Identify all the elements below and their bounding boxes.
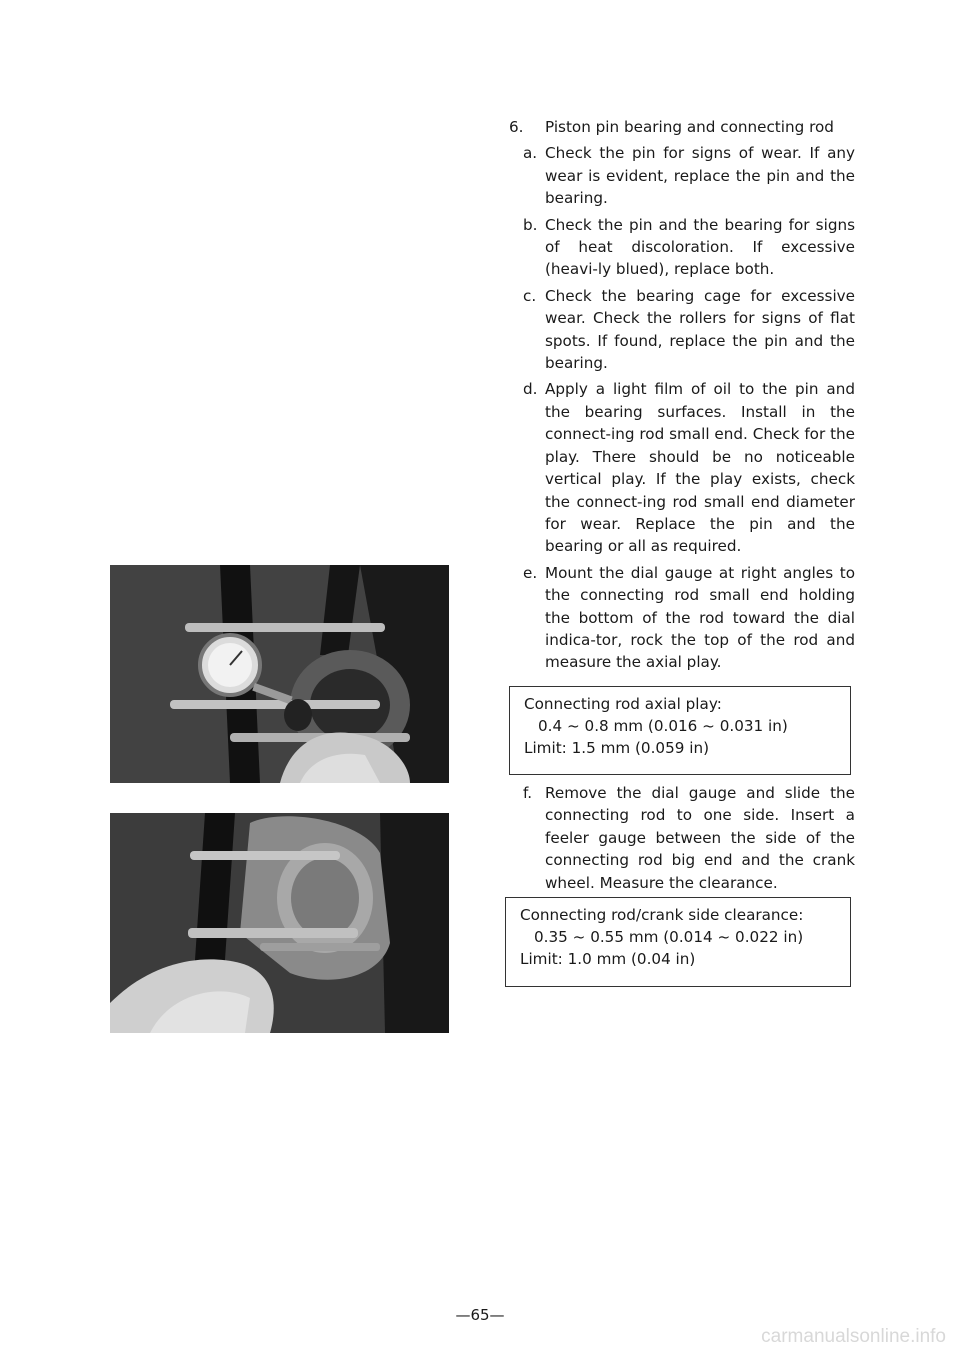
- item-text: Check the pin and the bearing for signs of heat discoloration. If excessive (heavi-ly blued), replace both.: [545, 215, 855, 279]
- list-item: [509, 562, 855, 674]
- list-item: [509, 782, 855, 894]
- watermark: carmanualsonline.info: [761, 1326, 946, 1347]
- item-label: f.: [523, 784, 533, 802]
- spec-box-axial-play: [509, 686, 851, 775]
- item-label: c.: [523, 286, 537, 305]
- spec-title: Connecting rod/crank side clearance:: [520, 906, 804, 924]
- item-text: Check the pin for signs of wear. If any wear is evident, replace the pin and the bearing.: [545, 144, 855, 208]
- spec-title: Connecting rod axial play:: [524, 695, 722, 713]
- section-number: 6.: [509, 118, 524, 136]
- section-title: Piston pin bearing and connecting rod: [545, 118, 834, 136]
- photo-dial-gauge: [110, 565, 449, 783]
- instruction-text-f: [509, 782, 855, 898]
- item-text: Mount the dial gauge at right angles to the connecting rod small end holding the bottom of the rod toward the dial indica-tor, rock the top of the rod and measure the axial play.: [545, 563, 855, 672]
- list-item: [509, 285, 855, 375]
- item-label: e.: [523, 563, 538, 582]
- item-label: b.: [523, 215, 538, 234]
- item-text: Apply a light film of oil to the pin and the bearing surfaces. Install in the connect-ing rod small end. Check for the play. There should be no noticeable vertical play. If the play exists, check the connect-ing rod small end diameter for wear. Replace the pin and the bearing or all as required.: [545, 380, 855, 556]
- spec-limit: Limit: 1.0 mm (0.04 in): [520, 950, 696, 968]
- spec-limit: Limit: 1.5 mm (0.059 in): [524, 739, 709, 757]
- list-item: [509, 378, 855, 557]
- instruction-text: [509, 116, 855, 678]
- spec-value: 0.35 ~ 0.55 mm (0.014 ~ 0.022 in): [534, 928, 804, 946]
- section-heading: [509, 116, 855, 138]
- item-text: Remove the dial gauge and slide the connecting rod to one side. Insert a feeler gauge between the side of the connecting rod big end and the crank wheel. Measure the clearance.: [545, 784, 855, 892]
- spec-box-side-clearance: [505, 897, 851, 987]
- photo-feeler-gauge: [110, 813, 449, 1033]
- item-text: Check the bearing cage for excessive wear. Check the rollers for signs of flat spots. If found, replace the pin and the bearing.: [545, 286, 855, 373]
- page-number: —65—: [455, 1306, 505, 1324]
- item-label: a.: [523, 144, 538, 163]
- list-item: [509, 142, 855, 209]
- dial-gauge-illustration: [110, 565, 449, 783]
- item-label: d.: [523, 380, 538, 399]
- spec-value: 0.4 ~ 0.8 mm (0.016 ~ 0.031 in): [538, 717, 788, 735]
- feeler-gauge-illustration: [110, 813, 449, 1033]
- list-item: [509, 214, 855, 281]
